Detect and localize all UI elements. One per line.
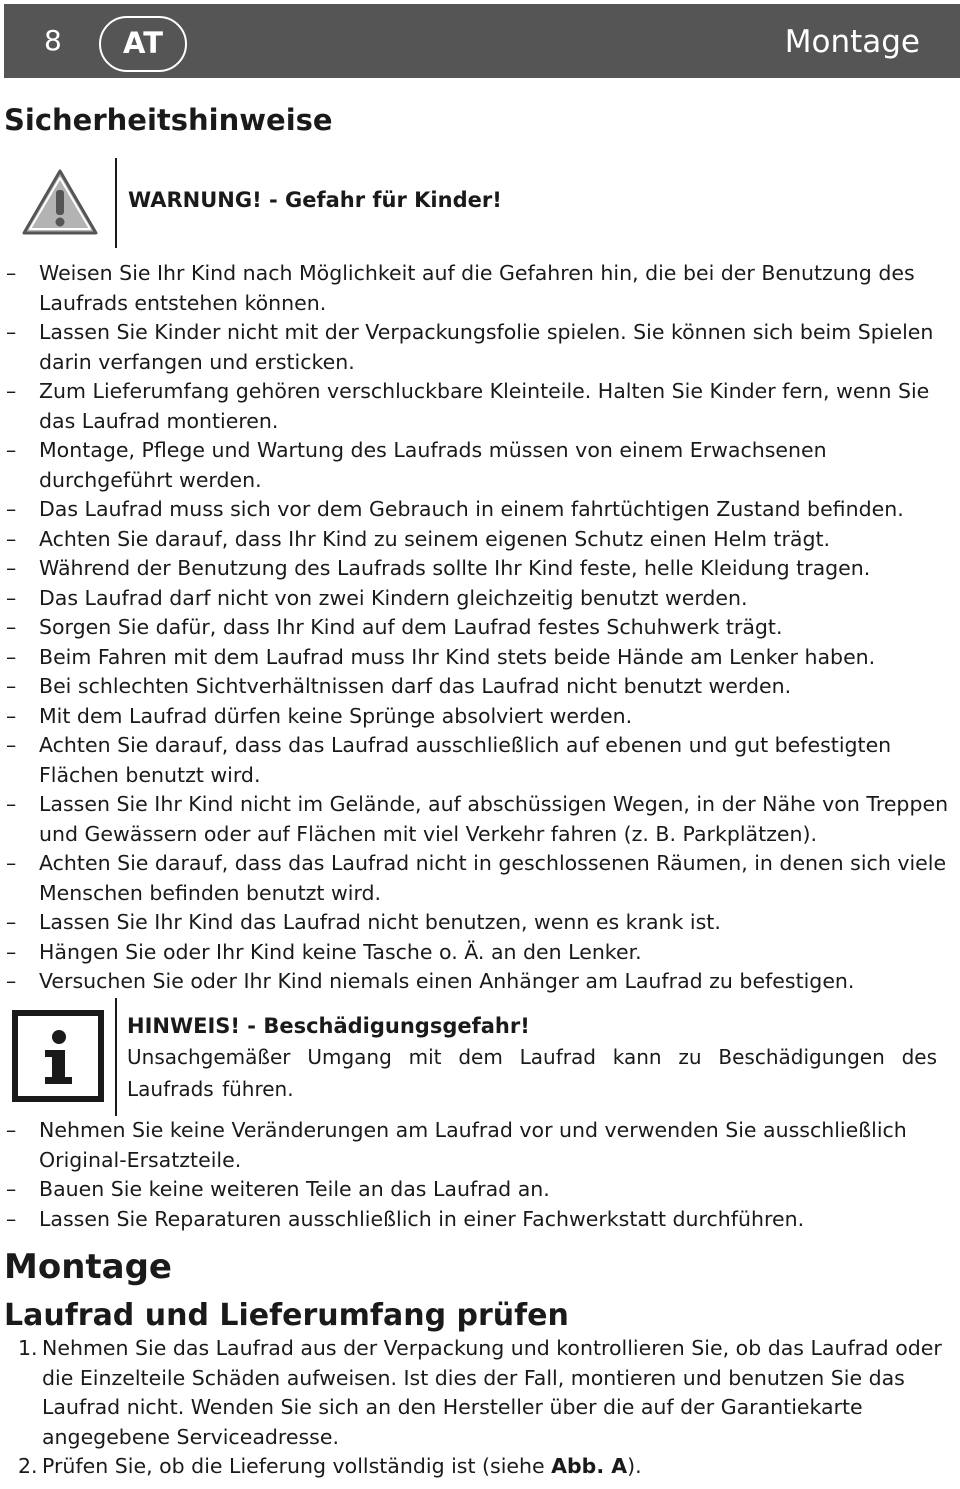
list-item: – Achten Sie darauf, dass Ihr Kind zu seinem eigenen Schutz einen Helm trägt. [4,525,960,555]
warning-divider [115,158,117,248]
info-icon [12,1010,104,1102]
page-number: 8 [44,24,62,57]
list-item: – Lassen Sie Reparaturen ausschließlich in einer Fachwerkstatt durchführen. [4,1205,960,1235]
step-item [4,1334,960,1452]
list-item: – Während der Benutzung des Laufrads sollte Ihr Kind feste, helle Kleidung tragen. [4,554,960,584]
step-text: Nehmen Sie das Laufrad aus der Verpackung und kontrollieren Sie, ob das Laufrad oder die Einzelteile Schäden aufweisen. Ist dies der Fall, montieren und benutzen Sie das Laufrad nicht. Wenden Sie sich an den Hersteller über die auf der Garantiekarte angegebene Serviceadresse. [42,1336,942,1449]
list-item: – Weisen Sie Ihr Kind nach Möglichkeit auf die Gefahren hin, die bei der Benutzung des Laufrads entstehen können. [4,259,960,318]
warning-triangle-icon [20,166,100,238]
header-title: Montage [784,24,920,60]
note-list [4,1116,960,1234]
language-badge: AT [99,16,187,72]
list-item: – Beim Fahren mit dem Laufrad muss Ihr Kind stets beide Hände am Lenker haben. [4,643,960,673]
warning-heading: WARNUNG! - Gefahr für Kinder! [128,188,502,212]
list-item: – Bei schlechten Sichtverhältnissen darf das Laufrad nicht benutzt werden. [4,672,960,702]
step-text: Prüfen Sie, ob die Lieferung vollständig ist (siehe [42,1454,552,1478]
list-item: – Achten Sie darauf, dass das Laufrad ausschließlich auf ebenen und gut befestigten Flächen benutzt wird. [4,731,960,790]
list-item: – Achten Sie darauf, dass das Laufrad nicht in geschlossenen Räumen, in denen sich viele Menschen befinden benutzt wird. [4,849,960,908]
step-number: 1. [18,1336,38,1360]
list-item: – Lassen Sie Ihr Kind das Laufrad nicht benutzen, wenn es krank ist. [4,908,960,938]
section-heading-safety: Sicherheitshinweise [4,103,333,137]
list-item: – Zum Lieferumfang gehören verschluckbare Kleinteile. Halten Sie Kinder fern, wenn Sie das Laufrad montieren. [4,377,960,436]
note-text: Unsachgemäßer Umgang mit dem Laufrad kann zu Beschädigungen des Laufrads führen. [127,1045,937,1101]
page-header [4,4,960,78]
list-item: – Versuchen Sie oder Ihr Kind niemals einen Anhänger am Laufrad zu befestigen. [4,967,960,997]
list-item: – Hängen Sie oder Ihr Kind keine Tasche o. Ä. an den Lenker. [4,938,960,968]
list-item: – Das Laufrad darf nicht von zwei Kindern gleichzeitig benutzt werden. [4,584,960,614]
list-item: – Das Laufrad muss sich vor dem Gebrauch in einem fahrtüchtigen Zustand befinden. [4,495,960,525]
list-item: – Lassen Sie Kinder nicht mit der Verpackungsfolie spielen. Sie können sich beim Spielen darin verfangen und ersticken. [4,318,960,377]
warning-list [4,259,960,997]
list-item: – Lassen Sie Ihr Kind nicht im Gelände, auf abschüssigen Wegen, in der Nähe von Treppen und Gewässern oder auf Flächen mit viel Verkehr fahren (z. B. Parkplätzen). [4,790,960,849]
list-item: – Mit dem Laufrad dürfen keine Sprünge absolviert werden. [4,702,960,732]
note-block [127,1011,937,1105]
step-item [4,1452,960,1482]
note-heading: HINWEIS! - Beschädigungsgefahr! [127,1014,530,1038]
list-item: – Bauen Sie keine weiteren Teile an das Laufrad an. [4,1175,960,1205]
section-heading-montage: Montage [4,1247,172,1287]
steps-list [4,1334,960,1482]
list-item: – Sorgen Sie dafür, dass Ihr Kind auf dem Laufrad festes Schuhwerk trägt. [4,613,960,643]
step-text-suffix: ). [627,1454,642,1478]
list-item: – Nehmen Sie keine Veränderungen am Laufrad vor und verwenden Sie ausschließlich Original-Ersatzteile. [4,1116,960,1175]
step-number: 2. [18,1454,38,1478]
subsection-heading-check: Laufrad und Lieferumfang prüfen [4,1298,569,1333]
figure-reference: Abb. A [551,1454,628,1478]
note-divider [115,998,117,1116]
list-item: – Montage, Pflege und Wartung des Laufrads müssen von einem Erwachsenen durchgeführt werden. [4,436,960,495]
